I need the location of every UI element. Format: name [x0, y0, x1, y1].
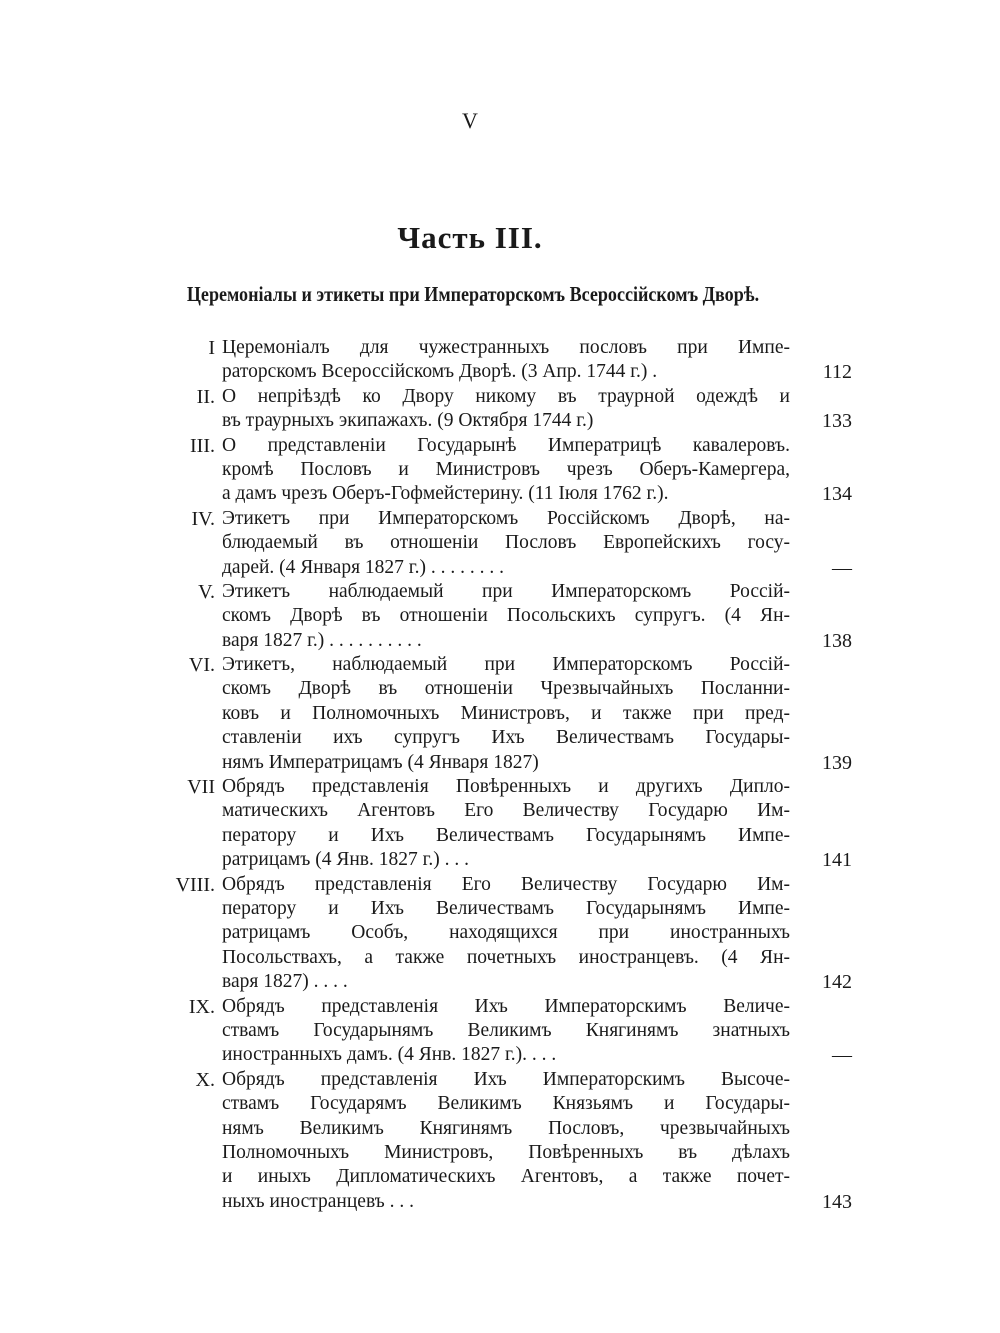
entry-line: ныхъ иностранцевъ . . .	[222, 1190, 415, 1212]
entry-numeral: VIII.	[175, 873, 215, 896]
toc-entry	[0, 995, 1000, 1068]
entry-line: Этикетъ, наблюдаемый при Императорскомъ Россій-	[222, 654, 790, 676]
entry-text	[222, 1068, 790, 1214]
entry-line: ствамъ Государынямъ Великимъ Княгинямъ знатныхъ	[222, 1019, 790, 1041]
entry-line: а дамъ чрезъ Оберъ-Гофмейстерину. (11 Іюля 1762 г.).	[222, 483, 669, 505]
entry-page-number: 134	[822, 483, 852, 506]
entry-line: ратрицамъ (4 Янв. 1827 г.) . . .	[222, 849, 470, 871]
toc-entry	[0, 580, 1000, 653]
entry-numeral: VI.	[188, 654, 215, 677]
table-of-contents	[0, 336, 1000, 1214]
toc-entry	[0, 507, 1000, 580]
entry-line: кромѣ Пословъ и Министровъ чрезъ Оберъ-Камергера,	[222, 458, 790, 480]
entry-line: нямъ Великимъ Княгинямъ Пословъ, чрезвычайныхъ	[222, 1117, 790, 1139]
entry-text	[222, 653, 790, 775]
entry-page-number: 133	[822, 410, 852, 433]
entry-numeral: V.	[198, 580, 215, 603]
entry-text	[222, 580, 790, 653]
entry-line: Церемоніалъ для чужестранныхъ пословъ при Импе-	[222, 337, 790, 358]
part-subtitle: Церемоніалы и этикеты при Императорскомъ Всероссійскомъ Дворѣ.	[186, 282, 760, 306]
entry-line: дарей. (4 Января 1827 г.) . . . . . . . .	[222, 556, 504, 578]
entry-page-number: —	[832, 556, 852, 579]
entry-line: варя 1827 г.) . . . . . . . . . .	[222, 629, 422, 651]
entry-page-number: 142	[822, 971, 852, 994]
entry-numeral: II.	[196, 385, 215, 408]
entry-numeral: X.	[195, 1068, 215, 1091]
entry-page-number: 139	[822, 751, 852, 774]
entry-line: варя 1827) . . . .	[222, 971, 348, 993]
page-number: V	[462, 108, 478, 133]
entry-page-number: —	[832, 1044, 852, 1067]
entry-page-number: 143	[822, 1190, 852, 1213]
entry-line: и иныхъ Дипломатическихъ Агентовъ, а также почет-	[222, 1166, 790, 1188]
entry-numeral: III.	[190, 434, 215, 457]
entry-line: ратрицамъ Особъ, находящихся при иностранныхъ	[222, 922, 790, 944]
toc-entry	[0, 775, 1000, 873]
toc-entry	[0, 336, 1000, 385]
entry-line: ставленіи ихъ супругъ Ихъ Величествамъ Государы-	[222, 727, 790, 749]
entry-text	[222, 507, 790, 580]
entry-line: матическихъ Агентовъ Его Величеству Государю Им-	[222, 800, 790, 822]
entry-line: ператору и Ихъ Величествамъ Государынямъ Импе-	[222, 824, 790, 846]
entry-line: скомъ Дворѣ въ отношеніи Чрезвычайныхъ Посланни-	[222, 678, 790, 700]
entry-line: Этикетъ наблюдаемый при Императорскомъ Россій-	[222, 580, 790, 602]
entry-line: Этикетъ при Императорскомъ Россійскомъ Дворѣ, на-	[222, 507, 790, 529]
toc-entry	[0, 434, 1000, 507]
toc-entry	[0, 1068, 1000, 1214]
entry-text	[222, 434, 790, 507]
entry-line: О непріѣздѣ ко Двору никому въ траурной одеждѣ и	[222, 385, 790, 407]
entry-numeral: VII	[187, 776, 215, 799]
entry-text	[222, 873, 790, 995]
entry-line: Посольствахъ, а также почетныхъ иностранцевъ. (4 Ян-	[222, 946, 790, 968]
toc-entry	[0, 653, 1000, 775]
part-title: Часть III.	[397, 220, 543, 255]
entry-line: нямъ Императрицамъ (4 Января 1827)	[222, 751, 539, 773]
entry-line: ствамъ Государямъ Великимъ Князьямъ и Государы-	[222, 1093, 790, 1115]
entry-text	[222, 336, 790, 385]
entry-line: Полномочныхъ Министровъ, Повѣренныхъ въ дѣлахъ	[222, 1141, 790, 1163]
entry-line: Обрядъ представленія Его Величеству Государю Им-	[222, 873, 790, 895]
toc-entry	[0, 385, 1000, 434]
entry-page-number: 138	[822, 629, 852, 652]
entry-line: Обрядъ представленія Повѣренныхъ и другихъ Дипло-	[222, 776, 790, 798]
entry-line: О представленіи Государынѣ Императрицѣ кавалеровъ.	[222, 434, 790, 456]
entry-line: ковъ и Полномочныхъ Министровъ, и также при пред-	[222, 702, 790, 724]
entry-line: блюдаемый въ отношеніи Пословъ Европейскихъ госу-	[222, 532, 790, 554]
entry-text	[222, 995, 790, 1068]
entry-text	[222, 775, 790, 873]
entry-line: ператору и Ихъ Величествамъ Государынямъ Импе-	[222, 897, 790, 919]
entry-line: скомъ Дворѣ въ отношеніи Посольскихъ супругъ. (4 Ян-	[222, 605, 790, 627]
entry-page-number: 141	[822, 849, 852, 872]
entry-numeral: IV.	[191, 507, 215, 530]
entry-text	[222, 385, 790, 434]
entry-page-number: 112	[822, 361, 852, 384]
entry-numeral: I	[208, 337, 215, 359]
entry-line: въ траурныхъ экипажахъ. (9 Октября 1744 г.)	[222, 410, 594, 432]
entry-line: Обрядъ представленія Ихъ Императорскимъ Высоче-	[222, 1068, 790, 1090]
entry-line: Обрядъ представленія Ихъ Императорскимъ Величе-	[222, 995, 790, 1017]
entry-line: иностранныхъ дамъ. (4 Янв. 1827 г.). . . .	[222, 1044, 557, 1066]
toc-entry	[0, 873, 1000, 995]
entry-line: раторскомъ Всероссійскомъ Дворѣ. (3 Апр. 1744 г.) .	[222, 361, 658, 383]
entry-numeral: IX.	[188, 995, 215, 1018]
